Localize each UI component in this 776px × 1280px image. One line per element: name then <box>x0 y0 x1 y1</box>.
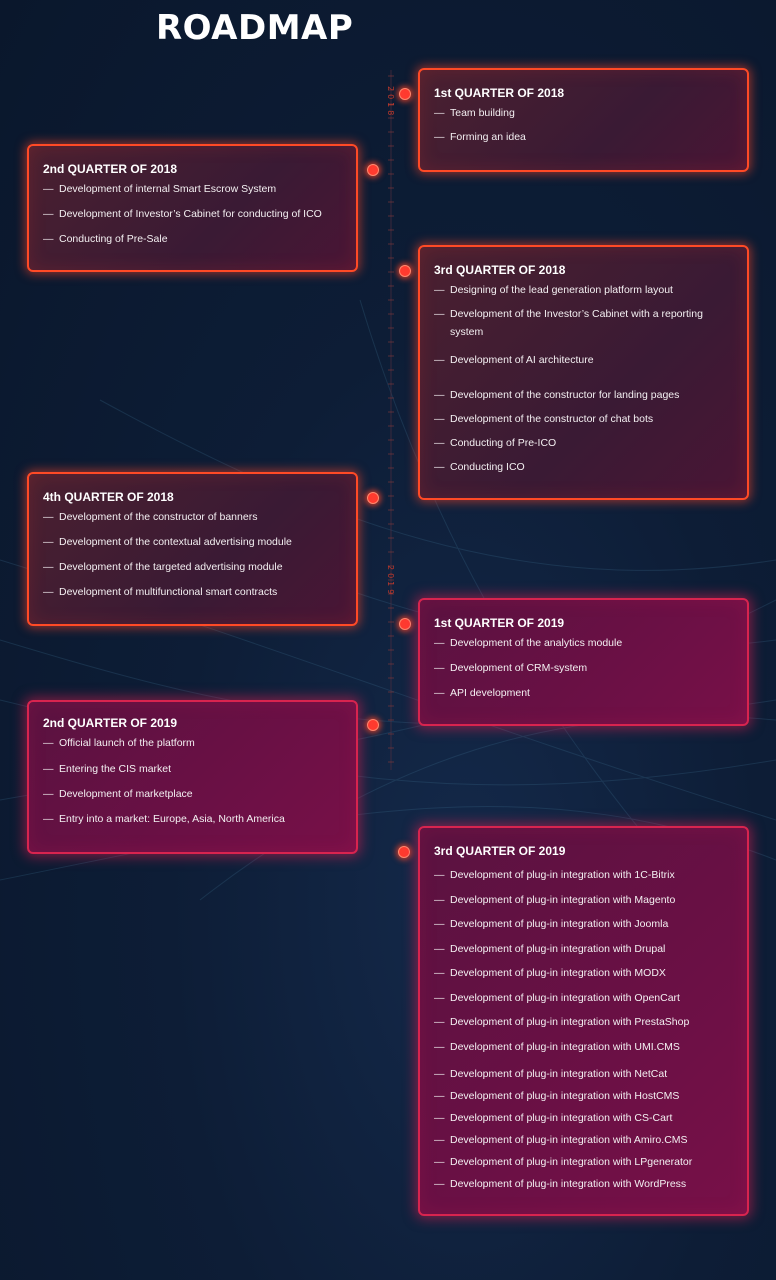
quarter-card-q2-2018 <box>27 144 358 272</box>
quarter-card-q1-2019 <box>418 598 749 726</box>
list-item: — Official launch of the platform <box>43 736 342 750</box>
list-item: — Designing of the lead generation platform layout <box>434 283 733 297</box>
list-item: — Entry into a market: Europe, Asia, North America <box>43 812 342 826</box>
year-label-2018: 2018 <box>386 86 395 119</box>
quarter-card-q4-2018 <box>27 472 358 626</box>
list-item: — Conducting of Pre-Sale <box>43 232 342 246</box>
list-item: — Development of plug-in integration with UMI.CMS <box>434 1040 733 1054</box>
quarter-items <box>434 106 733 144</box>
list-item: — Development of CRM-system <box>434 661 733 675</box>
quarter-card-q2-2019 <box>27 700 358 854</box>
list-item: — Entering the CIS market <box>43 762 342 776</box>
list-item: — Development of plug-in integration with OpenCart <box>434 991 733 1005</box>
list-item: — Development of plug-in integration with LPgenerator <box>434 1155 733 1169</box>
quarter-title: 4th QUARTER OF 2018 <box>43 490 174 504</box>
list-item: — Development of the Investor’s Cabinet with a reporting system <box>434 305 733 341</box>
list-item: — Development of plug-in integration with 1C-Bitrix <box>434 868 733 882</box>
list-item: — API development <box>434 686 733 700</box>
quarter-title: 1st QUARTER OF 2019 <box>434 616 565 630</box>
list-item: — Development of plug-in integration with Drupal <box>434 942 733 956</box>
list-item: — Development of multifunctional smart contracts <box>43 585 342 599</box>
list-item: — Forming an idea <box>434 130 733 144</box>
list-item: — Team building <box>434 106 733 120</box>
quarter-items <box>434 868 733 1191</box>
list-item: — Development of plug-in integration with WordPress <box>434 1177 733 1191</box>
timeline-dot-q4-2018 <box>367 492 379 504</box>
list-item: — Development of the constructor of banners <box>43 510 342 524</box>
list-item: — Development of the targeted advertising module <box>43 560 342 574</box>
timeline-dot-q3-2018 <box>399 265 411 277</box>
quarter-items <box>43 510 342 599</box>
quarter-title: 1st QUARTER OF 2018 <box>434 86 565 100</box>
quarter-items <box>43 736 342 826</box>
list-item: — Development of the constructor for landing pages <box>434 388 733 402</box>
list-item: — Development of plug-in integration with CS-Cart <box>434 1111 733 1125</box>
list-item: — Development of plug-in integration with Joomla <box>434 917 733 931</box>
list-item: — Development of the analytics module <box>434 636 733 650</box>
quarter-title: 3rd QUARTER OF 2019 <box>434 844 566 858</box>
quarter-items <box>434 283 733 474</box>
list-item: — Development of the contextual advertising module <box>43 535 342 549</box>
timeline-rail <box>385 70 397 770</box>
list-item: — Development of plug-in integration with HostCMS <box>434 1089 733 1103</box>
timeline-dot-q2-2018 <box>367 164 379 176</box>
timeline-dot-q2-2019 <box>367 719 379 731</box>
quarter-items <box>434 636 733 700</box>
quarter-title: 3rd QUARTER OF 2018 <box>434 263 566 277</box>
list-item: — Development of plug-in integration with PrestaShop <box>434 1015 733 1029</box>
quarter-card-q1-2018 <box>418 68 749 172</box>
list-item: — Conducting ICO <box>434 460 733 474</box>
list-item: — Conducting of Pre-ICO <box>434 436 733 450</box>
list-item: — Development of the constructor of chat bots <box>434 412 733 426</box>
quarter-items <box>43 182 342 246</box>
quarter-title: 2nd QUARTER OF 2019 <box>43 716 178 730</box>
list-item: — Development of marketplace <box>43 787 342 801</box>
list-item: — Development of plug-in integration with Magento <box>434 893 733 907</box>
timeline-dot-q1-2019 <box>399 618 411 630</box>
list-item: — Development of Investor’s Cabinet for conducting of ICO <box>43 207 342 221</box>
list-item: — Development of plug-in integration with MODX <box>434 966 733 980</box>
year-label-2019: 2019 <box>386 565 395 598</box>
quarter-card-q3-2018 <box>418 245 749 500</box>
quarter-title: 2nd QUARTER OF 2018 <box>43 162 178 176</box>
page-title: ROADMAP <box>156 8 354 48</box>
quarter-card-q3-2019 <box>418 826 749 1216</box>
list-item: — Development of internal Smart Escrow System <box>43 182 342 196</box>
list-item: — Development of plug-in integration with Amiro.CMS <box>434 1133 733 1147</box>
timeline-dot-q3-2019 <box>398 846 410 858</box>
list-item: — Development of AI architecture <box>434 353 733 367</box>
list-item: — Development of plug-in integration with NetCat <box>434 1067 733 1081</box>
timeline-dot-q1-2018 <box>399 88 411 100</box>
